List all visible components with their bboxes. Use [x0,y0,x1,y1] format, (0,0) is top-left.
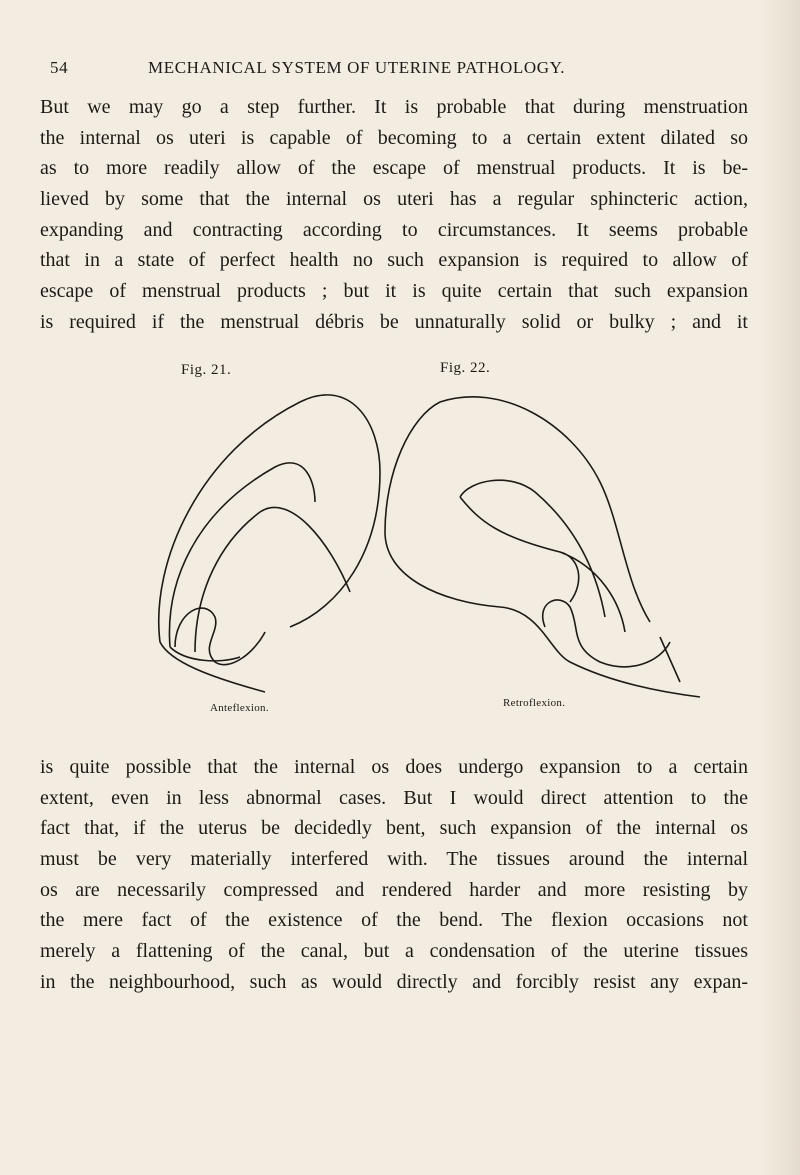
flexion-diagram [140,362,760,732]
text-line: the mere fact of the existence of the bend. The flexion occasions not [40,909,748,932]
anteflexion-outer-outline [159,395,380,692]
text-line: extent, even in less abnormal cases. But I would direct attention to the [40,786,748,809]
anteflexion-cervix [175,608,265,665]
text-line: expanding and contracting according to circumstances. It seems probable [40,218,748,241]
figure-plate [140,362,760,732]
text-line: escape of menstrual products ; but it is quite certain that such expansion [40,280,748,303]
text-line: lieved by some that the internal os uteri has a regular sphincteric action, [40,188,748,211]
anteflexion-caption: Anteflexion. [210,702,269,714]
text-line: that in a state of perfect health no such expansion is required to allow of [40,249,748,272]
running-head [40,58,760,82]
text-line: in the neighbourhood, such as would directly and forcibly resist any expan- [40,970,748,993]
running-title: MECHANICAL SYSTEM OF UTERINE PATHOLOGY. [148,58,566,77]
text-line: as to more readily allow of the escape of menstrual products. It is be- [40,157,748,180]
retroflexion-cervix [543,600,680,682]
retroflexion-inner-outline [460,480,625,632]
fig-21-label: Fig. 21. [181,362,232,378]
paragraph-top [40,92,748,338]
page-edge-shadow [760,0,800,1175]
retroflexion-caption: Retroflexion. [503,697,566,709]
text-line: the internal os uteri is capable of becoming to a certain extent dilated so [40,126,748,149]
fig-22-label: Fig. 22. [440,360,491,376]
paragraph-bottom [40,752,748,998]
text-line: But we may go a step further. It is probable that during menstruation [40,96,748,118]
page-number: 54 [50,58,69,77]
anteflexion-inner-outline [169,463,350,661]
text-line: must be very materially interfered with. The tissues around the internal [40,848,748,871]
text-line: merely a flattening of the canal, but a condensation of the uterine tissues [40,940,748,963]
text-line: is quite possible that the internal os does undergo expansion to a certain [40,756,748,778]
text-line: is required if the menstrual débris be unnaturally solid or bulky ; and it [40,310,748,333]
text-line: fact that, if the uterus be decidedly bent, such expansion of the internal os [40,817,748,840]
text-line: os are necessarily compressed and rendered harder and more resisting by [40,878,748,901]
